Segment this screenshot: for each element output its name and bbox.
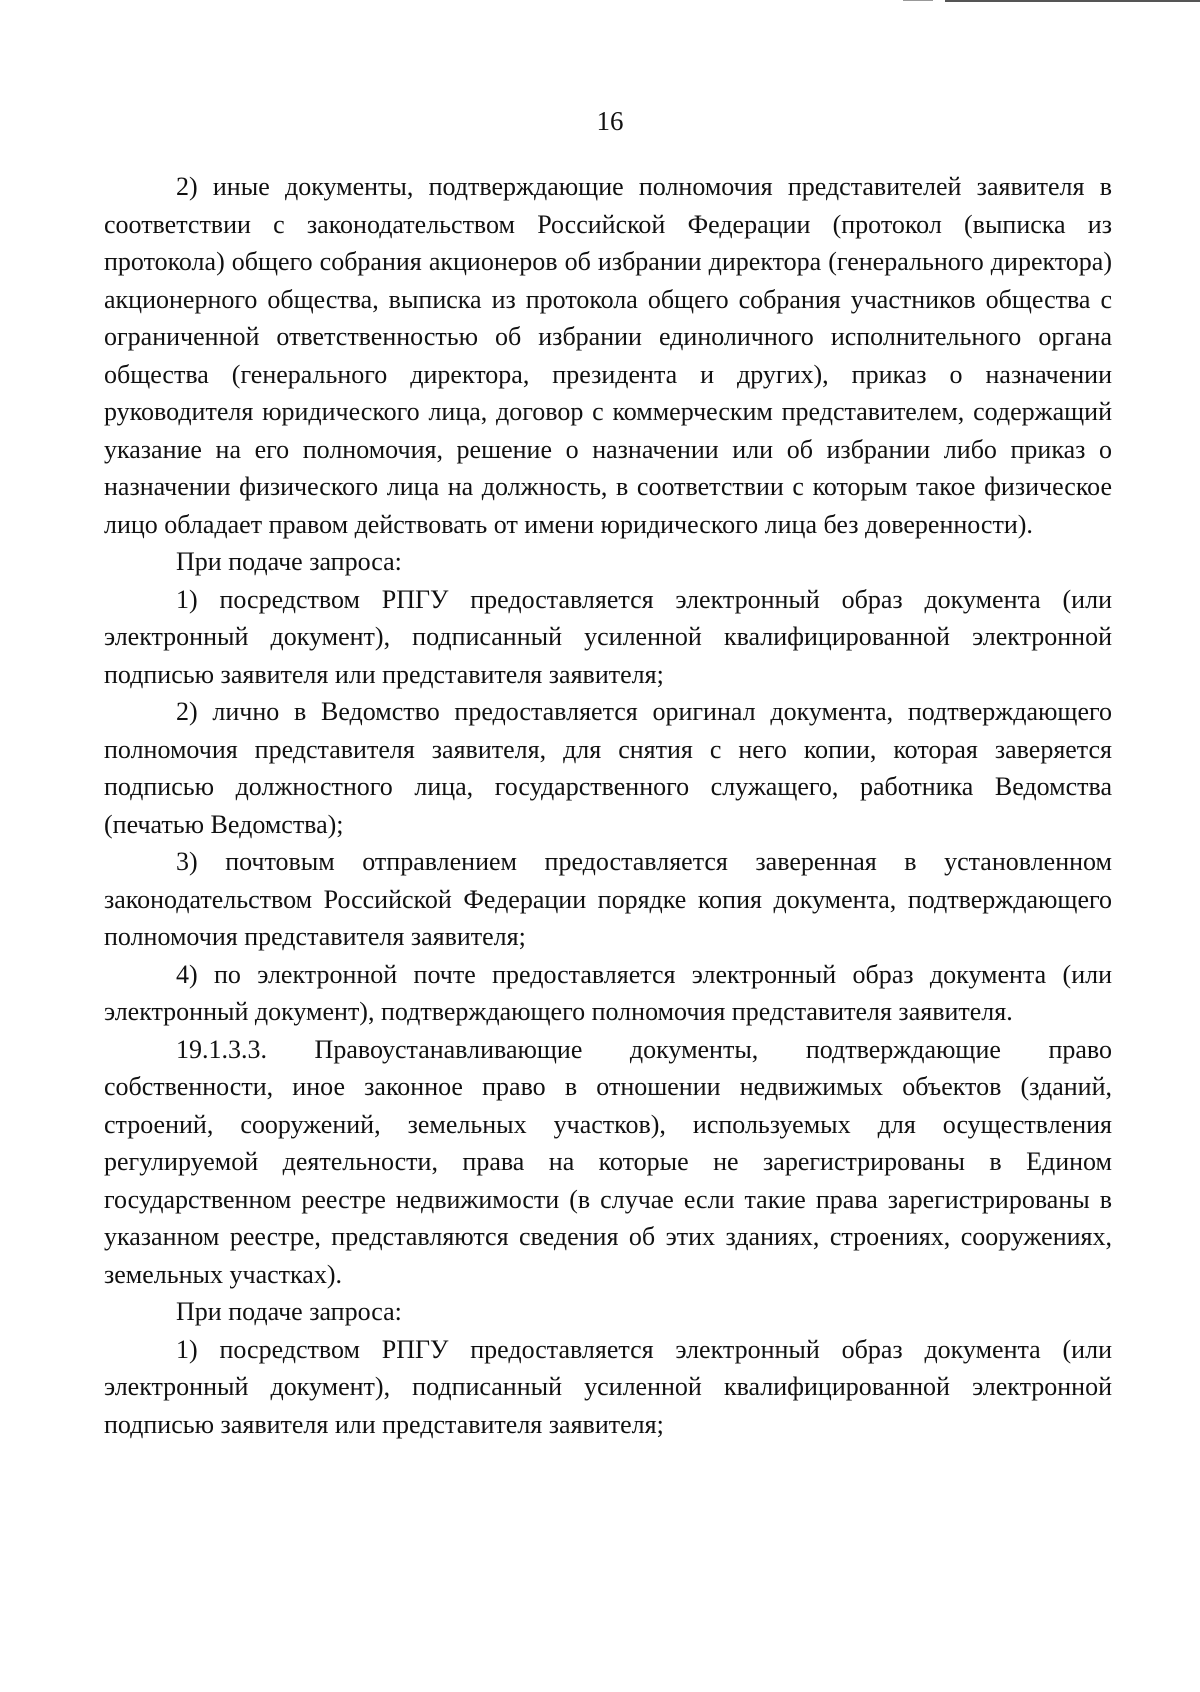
scan-edge-line bbox=[945, 0, 1200, 2]
paragraph-rpgu-submission: 1) посредством РПГУ предоставляется электронный образ документа (или электронный документ), подписанный усиленной квалифицированной электронной подписью заявителя или представителя заявителя; bbox=[104, 584, 1112, 689]
paragraph-submission-heading: При подаче запроса: bbox=[176, 547, 402, 576]
page-number: 16 bbox=[596, 106, 624, 136]
paragraph-postal-submission: 3) почтовым отправлением предоставляется заверенная в установленном законодательством Российской Федерации порядке копия документа, подтверждающего полномочия представителя заявителя; bbox=[104, 847, 1112, 951]
paragraph-email-submission: 4) по электронной почте предоставляется электронный образ документа (или электронный документ), подтверждающего полномочия представителя заявителя. bbox=[104, 959, 1112, 1026]
paragraph-submission-heading-2: При подаче запроса: bbox=[176, 1297, 402, 1326]
paragraph-title-documents: 19.1.3.3. Правоустанавливающие документы, подтверждающие право собственности, иное законное право в отношении недвижимых объектов (зданий, строений, сооружений, земельных участков), используемых для осуществления регулируемой деятельности, права на которые не зарегистрированы в Едином государственном реестре недвижимости (в случае если такие права зарегистрированы в указанном реестре, представляются сведения об этих зданиях, строениях, сооружениях, земельных участках). bbox=[104, 1034, 1112, 1289]
paragraph-in-person-submission: 2) лично в Ведомство предоставляется оригинал документа, подтверждающего полномочия представителя заявителя, для снятия с него копии, которая заверяется подписью должностного лица, государственного служащего, работника Ведомства (печатью Ведомства); bbox=[104, 697, 1112, 839]
paragraph-rpgu-submission-2: 1) посредством РПГУ предоставляется электронный образ документа (или электронный документ), подписанный усиленной квалифицированной электронной подписью заявителя или представителя заявителя; bbox=[104, 1334, 1112, 1439]
scan-edge-mark bbox=[903, 0, 933, 1]
document-body bbox=[104, 168, 1112, 1443]
paragraph-representative-documents: 2) иные документы, подтверждающие полномочия представителей заявителя в соответствии с законодательством Российской Федерации (протокол (выписка из протокола) общего собрания акционеров об избрании директора (генерального директора) акционерного общества, выписка из протокола общего собрания участников общества с ограниченной ответственностью об избрании единоличного исполнительного органа общества (генерального директора, президента и других), приказ о назначении руководителя юридического лица, договор с коммерческим представителем, содержащий указание на его полномочия, решение о назначении или об избрании либо приказ о назначении физического лица на должность, в соответствии с которым такое физическое лицо обладает правом действовать от имени юридического лица без доверенности). bbox=[104, 172, 1112, 539]
